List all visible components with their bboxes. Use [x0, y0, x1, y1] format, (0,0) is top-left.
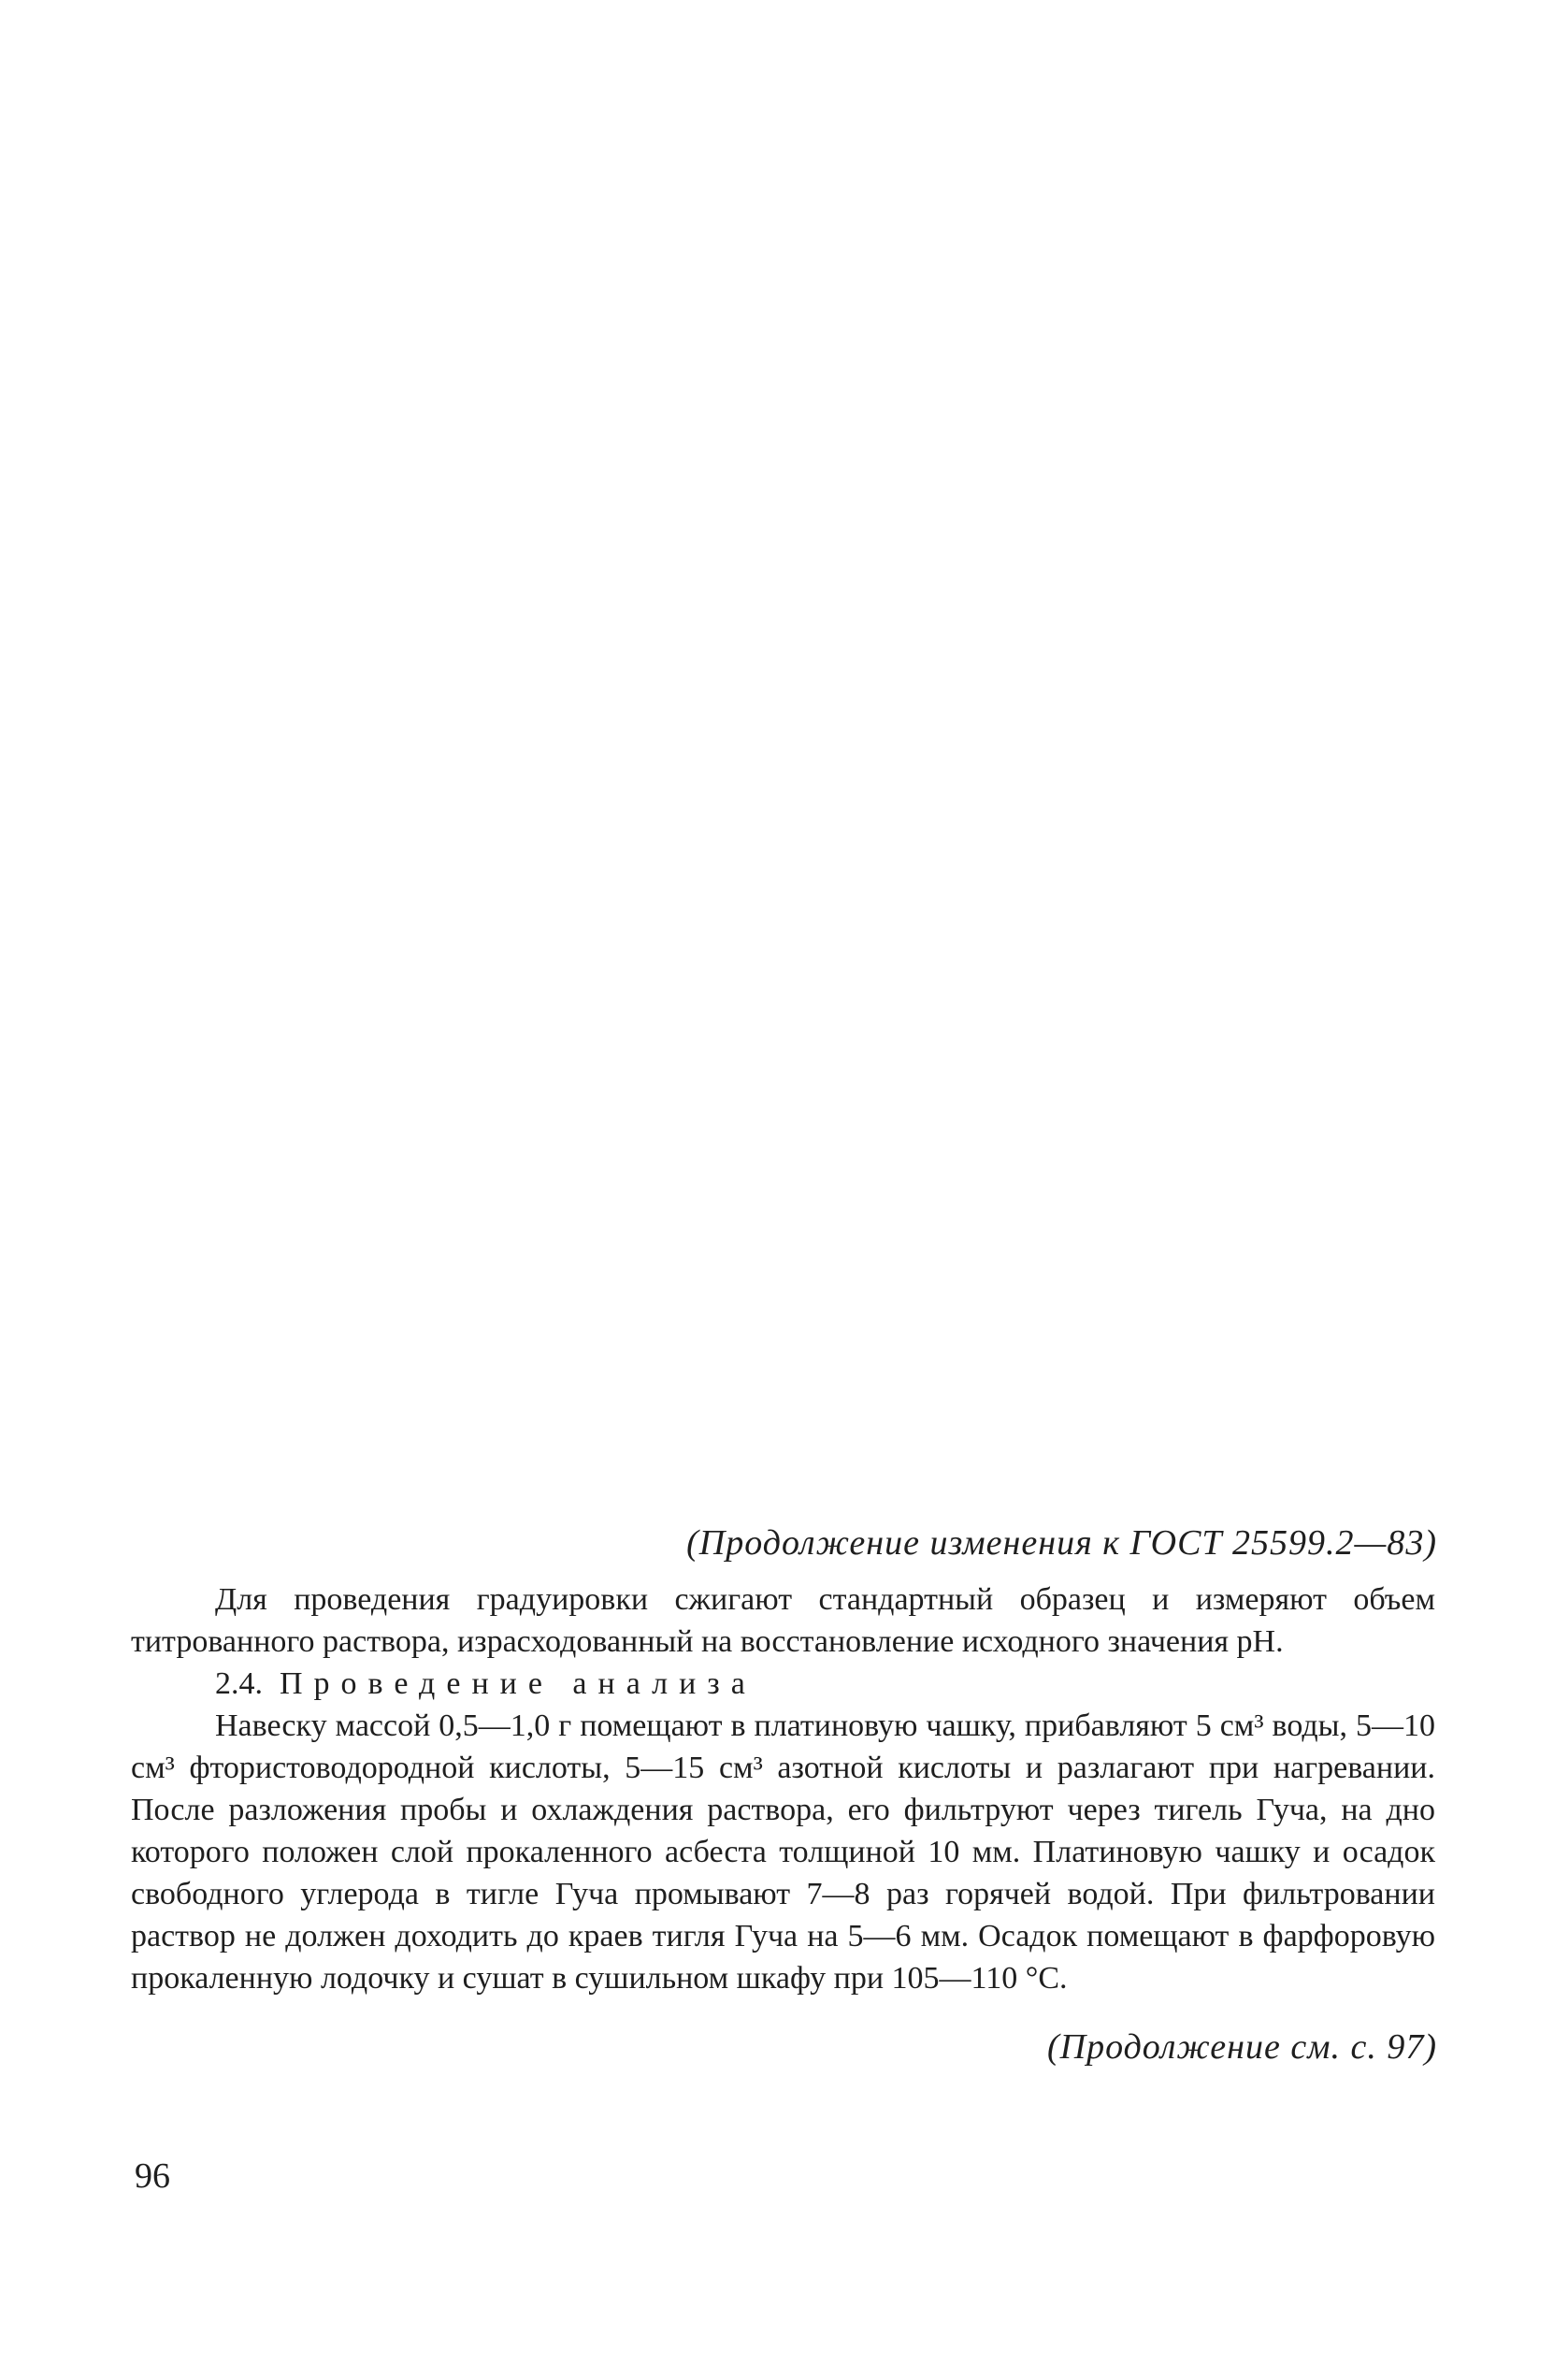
continuation-footer-note: (Продолжение см. с. 97) — [1046, 2027, 1437, 2067]
section-heading — [131, 1663, 1435, 1705]
section-title: Проведение анализа — [280, 1666, 756, 1701]
continuation-header-note: (Продолжение изменения к ГОСТ 25599.2—83) — [686, 1523, 1437, 1563]
body-text — [131, 1578, 1435, 1999]
page-number: 96 — [135, 2156, 170, 2196]
paragraph-calibration: Для проведения градуировки сжигают стандартный образец и измеряют объем титрованного раствора, израсходованный на восстановление исходного значения pH. — [131, 1582, 1435, 1659]
section-number: 2.4. — [215, 1666, 263, 1701]
paragraph-analysis-procedure: Навеску массой 0,5—1,0 г помещают в платиновую чашку, прибавляют 5 см³ воды, 5—10 см³ фтористоводородной кислоты, 5—15 см³ азотной кислоты и разлагают при нагревании. После разложения пробы и охлаждения раствора, его фильтруют через тигель Гуча, на дно которого положен слой прокаленного асбеста толщиной 10 мм. Платиновую чашку и осадок свободного углерода в тигле Гуча промывают 7—8 раз горячей водой. При фильтровании раствор не должен доходить до краев тигля Гуча на 5—6 мм. Осадок помещают в фарфоровую прокаленную лодочку и сушат в сушильном шкафу при 105—110 °С. — [131, 1708, 1435, 1996]
